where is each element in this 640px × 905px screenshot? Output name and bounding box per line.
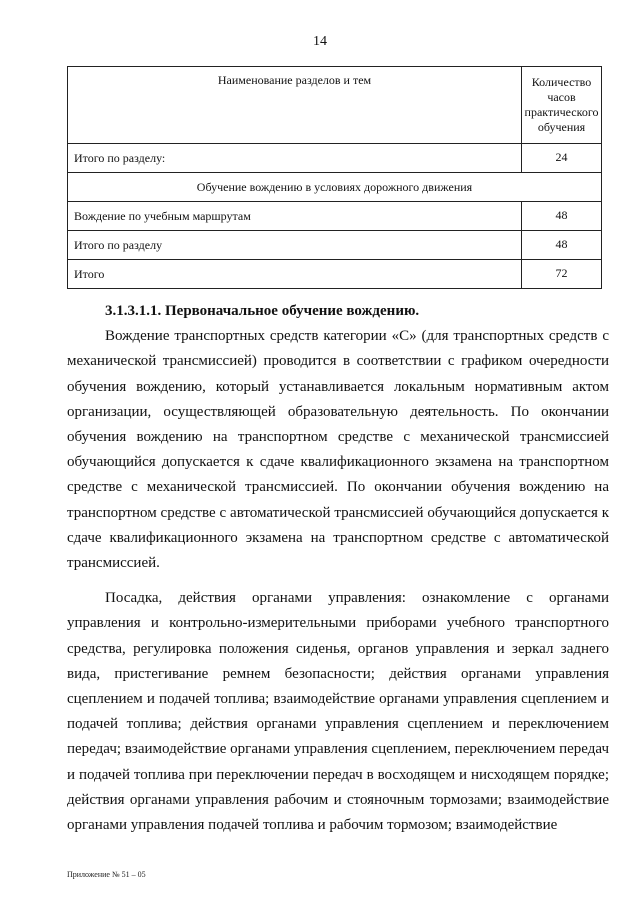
row-value: 48: [522, 202, 602, 231]
paragraph: Вождение транспортных средств категории «С» (для транспортных средств с механической трансмиссией) проводится в соответствии с графиком очередности обучения вождению, который устанавливается локальным нормативным актом организации, осуществляющей образовательную деятельность. По окончании обучения вождению на транспортном средстве с механической трансмиссией обучающийся допускается к сдаче квалификационного экзамена на транспортном средстве с механической трансмиссией. По окончании обучения вождению на транспортном средстве с автоматической трансмиссией обучающийся допускается к сдаче квалификационного экзамена на транспортном средстве с автоматической трансмиссией.: [67, 328, 609, 572]
table-row: [68, 202, 602, 231]
row-value: 72: [522, 260, 602, 289]
page-number: 14: [313, 34, 327, 49]
row-label: Итого: [68, 260, 522, 289]
row-value: 24: [522, 144, 602, 173]
table-row: [68, 260, 602, 289]
table-header-row: [68, 67, 602, 144]
header-section-name: Наименование разделов и тем: [68, 67, 522, 144]
section-title: Обучение вождению в условиях дорожного движения: [68, 173, 602, 202]
row-label: Вождение по учебным маршрутам: [68, 202, 522, 231]
row-label: Итого по разделу:: [68, 144, 522, 173]
header-hours: Количество часов практического обучения: [522, 67, 602, 144]
training-hours-table: [67, 66, 602, 289]
paragraph: Посадка, действия органами управления: ознакомление с органами управления и контрольно-измерительными приборами учебного транспортного средства, регулировка положения сиденья, органов управления и зеркал заднего вида, пристегивание ремнем безопасности; действия органами управления сцеплением и подачей топлива; взаимодействие органами управления сцеплением и подачей топлива; действия органами управления сцеплением и переключением передач; взаимодействие органами управления сцеплением, переключением передач и подачей топлива при переключении передач в восходящем и нисходящем порядке; действия органами управления рабочим и стояночным тормозами; взаимодействие органами управления подачей топлива и рабочим тормозом; взаимодействие: [67, 590, 609, 834]
table-row: [68, 231, 602, 260]
table-section-row: [68, 173, 602, 202]
body-text: [67, 299, 609, 838]
row-value: 48: [522, 231, 602, 260]
table-row: [68, 144, 602, 173]
footer-note: Приложение № 51 – 05: [67, 870, 146, 879]
section-heading: 3.1.3.1.1. Первоначальное обучение вождению.: [105, 303, 420, 319]
row-label: Итого по разделу: [68, 231, 522, 260]
